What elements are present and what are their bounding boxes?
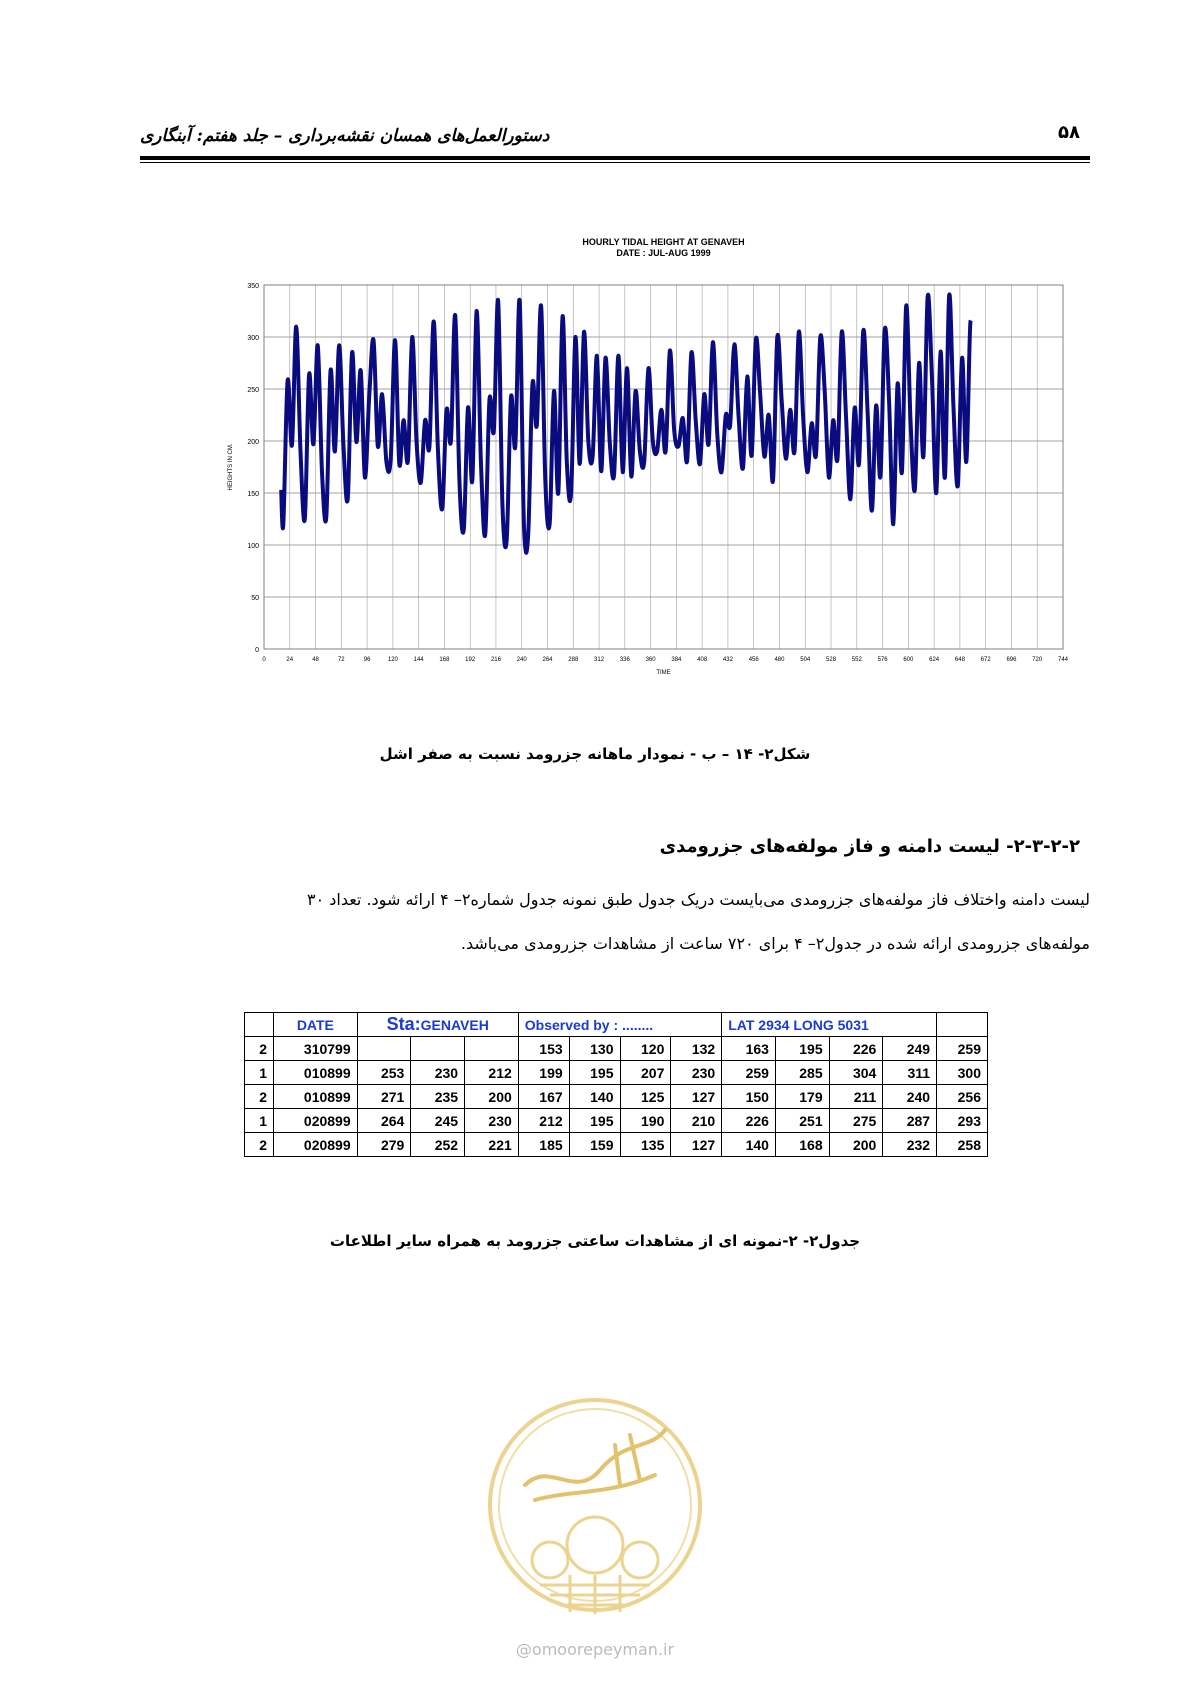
hourly-value-cell: 235	[411, 1085, 465, 1109]
hourly-value-cell: 200	[829, 1133, 883, 1157]
y-tick-label: 250	[247, 387, 259, 394]
x-tick-label: 408	[697, 657, 708, 663]
x-tick-label: 312	[594, 657, 605, 663]
x-tick-label: 696	[1006, 657, 1017, 663]
table-row	[245, 1037, 988, 1061]
header-rule-thick	[140, 156, 1090, 160]
row-index-cell: 1	[245, 1061, 274, 1085]
hourly-value-cell: 226	[829, 1037, 883, 1061]
table-row	[245, 1109, 988, 1133]
table-header-station-prefix: Sta:	[386, 1014, 421, 1034]
row-index-cell: 1	[245, 1109, 274, 1133]
x-tick-label: 24	[286, 657, 294, 663]
chart-subtitle: DATE : JUL-AUG 1999	[616, 248, 711, 258]
hourly-value-cell: 199	[518, 1061, 569, 1085]
x-tick-label: 288	[568, 657, 579, 663]
hourly-value-cell: 232	[883, 1133, 937, 1157]
y-tick-label: 200	[247, 439, 259, 446]
watermark-site: @omoorepeyman.ir	[515, 1640, 675, 1659]
table-header-station	[357, 1013, 518, 1037]
table-caption: جدول۲- ۲-نمونه ای از مشاهدات ساعتی جزرومد به همراه سایر اطلاعات	[329, 1232, 861, 1250]
table-row	[245, 1133, 988, 1157]
header-rule-thin	[140, 162, 1090, 163]
hourly-value-cell: 190	[620, 1109, 671, 1133]
hourly-value-cell: 163	[722, 1037, 776, 1061]
table-header-date: DATE	[274, 1013, 358, 1037]
hourly-value-cell: 275	[829, 1109, 883, 1133]
hourly-value-cell: 258	[937, 1133, 988, 1157]
page-number: ۵۸	[1058, 122, 1080, 143]
hourly-value-cell: 245	[411, 1109, 465, 1133]
hourly-value-cell	[357, 1037, 411, 1061]
hourly-value-cell: 271	[357, 1085, 411, 1109]
x-tick-label: 48	[312, 657, 319, 663]
x-tick-label: 192	[465, 657, 476, 663]
y-axis-label: HEIGHTS IN CM.	[228, 443, 234, 491]
hourly-value-cell: 179	[775, 1085, 829, 1109]
x-tick-label: 720	[1032, 657, 1043, 663]
y-tick-label: 350	[247, 283, 259, 290]
x-tick-label: 672	[980, 657, 991, 663]
y-tick-label: 100	[247, 543, 259, 550]
hourly-value-cell: 195	[569, 1061, 620, 1085]
x-tick-label: 624	[929, 657, 940, 663]
hourly-value-cell: 249	[883, 1037, 937, 1061]
hourly-value-cell: 140	[569, 1085, 620, 1109]
table-header-observed-by: Observed by : ........	[518, 1013, 721, 1037]
watermark-seal	[480, 1390, 710, 1630]
hourly-value-cell: 168	[775, 1133, 829, 1157]
x-tick-label: 336	[619, 657, 630, 663]
table-row	[245, 1061, 988, 1085]
row-date-cell: 010899	[274, 1085, 358, 1109]
hourly-value-cell	[465, 1037, 519, 1061]
row-date-cell: 010899	[274, 1061, 358, 1085]
hourly-value-cell: 130	[569, 1037, 620, 1061]
paragraph-line-1: لیست دامنه واختلاف فاز مولفه‌های جزرومدی می‌بایست دریک جدول طبق نمونه جدول شماره۲– ۴ ارائه شود. تعداد ۳۰	[306, 890, 1090, 909]
row-date-cell: 310799	[274, 1037, 358, 1061]
running-header-title: دستورالعمل‌های همسان نقشه‌برداری – جلد هفتم: آبنگاری	[140, 126, 550, 146]
x-tick-label: 264	[542, 657, 553, 663]
hourly-value-cell: 252	[411, 1133, 465, 1157]
row-date-cell: 020899	[274, 1133, 358, 1157]
hourly-value-cell: 253	[357, 1061, 411, 1085]
hourly-value-cell: 293	[937, 1109, 988, 1133]
hourly-value-cell: 200	[465, 1085, 519, 1109]
x-tick-label: 432	[722, 657, 733, 663]
tidal-height-chart	[220, 225, 1080, 735]
row-date-cell: 020899	[274, 1109, 358, 1133]
x-tick-label: 576	[877, 657, 888, 663]
hourly-value-cell: 150	[722, 1085, 776, 1109]
y-tick-label: 0	[255, 647, 259, 654]
series-line-tidal-height	[281, 294, 970, 552]
x-tick-label: 168	[439, 657, 450, 663]
table-row	[245, 1085, 988, 1109]
hourly-value-cell: 230	[671, 1061, 722, 1085]
row-index-cell: 2	[245, 1085, 274, 1109]
y-tick-label: 300	[247, 335, 259, 342]
hourly-value-cell: 300	[937, 1061, 988, 1085]
y-tick-label: 50	[251, 595, 259, 602]
x-tick-label: 96	[363, 657, 371, 663]
x-tick-label: 0	[262, 657, 266, 663]
x-tick-label: 144	[413, 657, 424, 663]
hourly-value-cell: 207	[620, 1061, 671, 1085]
hourly-value-cell: 125	[620, 1085, 671, 1109]
hourly-value-cell: 259	[722, 1061, 776, 1085]
table-header-empty-cell	[937, 1013, 988, 1037]
x-tick-label: 240	[516, 657, 527, 663]
hourly-value-cell: 185	[518, 1133, 569, 1157]
hourly-value-cell: 285	[775, 1061, 829, 1085]
paragraph-line-2: مولفه‌های جزرومدی ارائه شده در جدول۲– ۴ برای ۷۲۰ ساعت از مشاهدات جزرومدی می‌باشد.	[460, 934, 1090, 953]
hourly-value-cell: 226	[722, 1109, 776, 1133]
x-tick-label: 216	[490, 657, 501, 663]
y-tick-label: 150	[247, 491, 259, 498]
hourly-value-cell: 259	[937, 1037, 988, 1061]
x-tick-label: 744	[1057, 657, 1069, 663]
section-heading: ۲-۳-۲-۲- لیست دامنه و فاز مولفه‌های جزرومدی	[659, 836, 1080, 857]
hourly-value-cell: 279	[357, 1133, 411, 1157]
hourly-value-cell: 127	[671, 1133, 722, 1157]
hourly-value-cell: 212	[518, 1109, 569, 1133]
x-tick-label: 528	[826, 657, 837, 663]
x-tick-label: 384	[671, 657, 682, 663]
hourly-value-cell: 167	[518, 1085, 569, 1109]
hourly-value-cell: 304	[829, 1061, 883, 1085]
hourly-value-cell: 251	[775, 1109, 829, 1133]
x-axis-label: TIME	[656, 670, 671, 676]
hourly-value-cell: 195	[569, 1109, 620, 1133]
x-tick-label: 360	[645, 657, 656, 663]
x-tick-label: 480	[774, 657, 785, 663]
hourly-value-cell: 140	[722, 1133, 776, 1157]
chart-title: HOURLY TIDAL HEIGHT AT GENAVEH	[582, 237, 745, 247]
table-header-row	[245, 1013, 988, 1037]
table-header-station-name: GENAVEH	[420, 1017, 489, 1033]
observation-table	[244, 1012, 988, 1157]
hourly-value-cell: 264	[357, 1109, 411, 1133]
x-tick-label: 600	[903, 657, 914, 663]
hourly-value-cell: 230	[411, 1061, 465, 1085]
x-tick-label: 504	[800, 657, 811, 663]
hourly-value-cell: 127	[671, 1085, 722, 1109]
hourly-value-cell: 230	[465, 1109, 519, 1133]
hourly-value-cell	[411, 1037, 465, 1061]
hourly-value-cell: 287	[883, 1109, 937, 1133]
x-tick-label: 648	[954, 657, 965, 663]
hourly-value-cell: 240	[883, 1085, 937, 1109]
hourly-value-cell: 221	[465, 1133, 519, 1157]
hourly-value-cell: 132	[671, 1037, 722, 1061]
hourly-value-cell: 311	[883, 1061, 937, 1085]
table-header-empty-cell	[245, 1013, 274, 1037]
figure-caption: شکل۲- ۱۴ – ب - نمودار ماهانه جزرومد نسبت به صفر اشل	[379, 745, 811, 763]
x-tick-label: 120	[387, 657, 398, 663]
hourly-value-cell: 195	[775, 1037, 829, 1061]
hourly-value-cell: 135	[620, 1133, 671, 1157]
hourly-value-cell: 212	[465, 1061, 519, 1085]
hourly-value-cell: 256	[937, 1085, 988, 1109]
hourly-value-cell: 210	[671, 1109, 722, 1133]
hourly-value-cell: 120	[620, 1037, 671, 1061]
hourly-value-cell: 153	[518, 1037, 569, 1061]
row-index-cell: 2	[245, 1133, 274, 1157]
hourly-value-cell: 211	[829, 1085, 883, 1109]
x-tick-label: 552	[851, 657, 862, 663]
row-index-cell: 2	[245, 1037, 274, 1061]
x-tick-label: 456	[748, 657, 759, 663]
hourly-value-cell: 159	[569, 1133, 620, 1157]
table-header-latlong: LAT 2934 LONG 5031	[722, 1013, 937, 1037]
x-tick-label: 72	[337, 657, 345, 663]
seal-calligraphy-icon	[525, 1430, 665, 1500]
